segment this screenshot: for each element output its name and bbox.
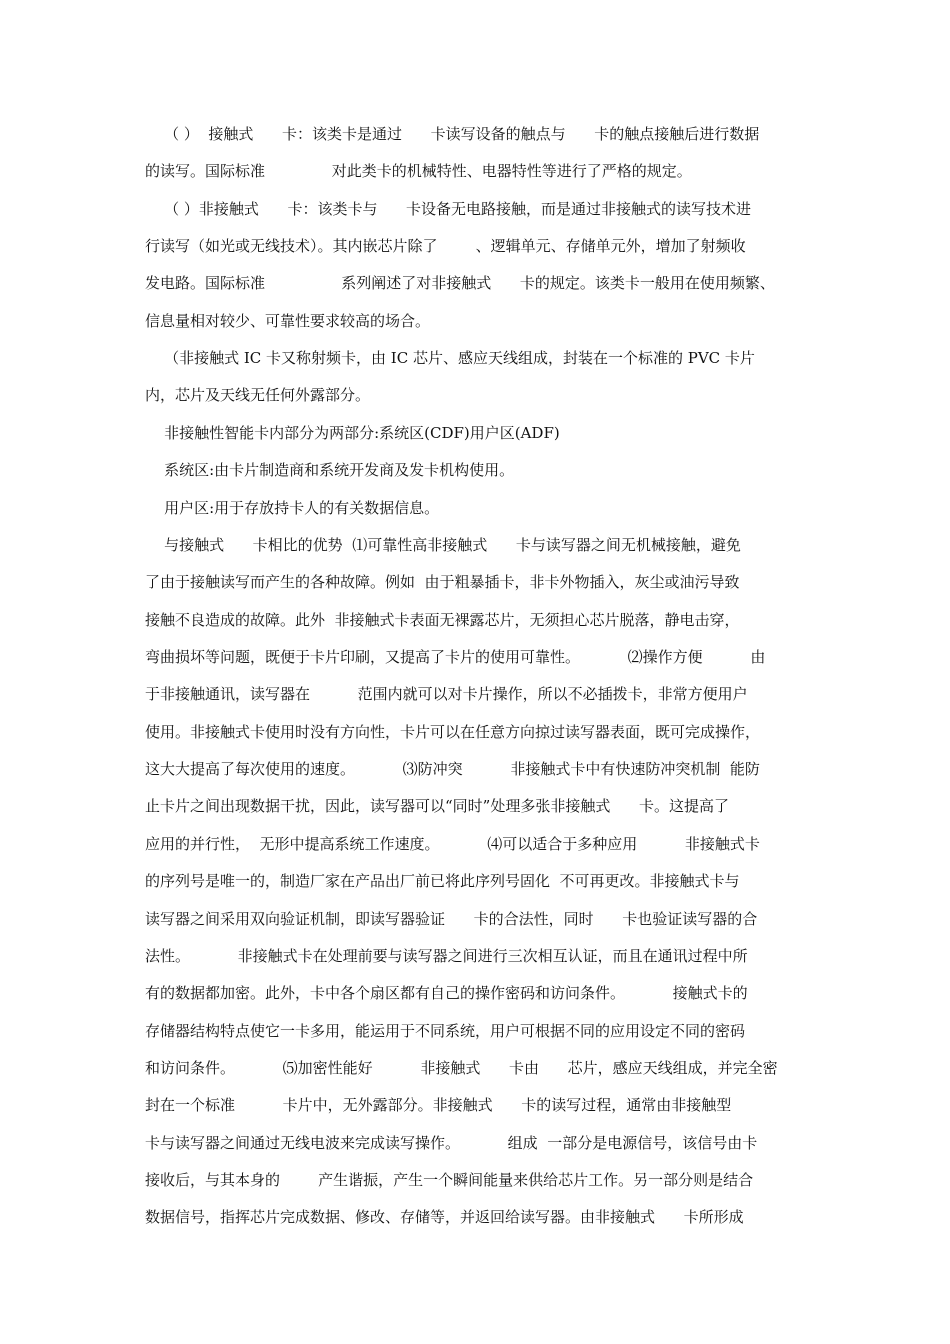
text-line: 用户区:用于存放持卡人的有关数据信息。 (145, 499, 440, 517)
text-line: 信息量相对较少、可靠性要求较高的场合。 (145, 312, 431, 330)
text-line: 非接触性智能卡内部分为两部分:系统区(CDF)用户区(ADF) (145, 424, 560, 442)
text-line: （非接触式 IC 卡又称射频卡，由 IC 芯片、感应天线组成，封装在一个标准的 PVC 卡片 (145, 349, 755, 367)
text-line: 于非接触通讯，读写器在 范围内就可以对卡片操作，所以不必插拨卡，非常方便用户 (145, 685, 748, 703)
text-line: 有的数据都加密。此外，卡中各个扇区都有自己的操作密码和访问条件。 接触式卡的 (145, 984, 748, 1002)
text-line: 止卡片之间出现数据干扰，因此，读写器可以“同时”处理多张非接触式 卡。这提高了 (145, 797, 729, 815)
text-line: 系统区:由卡片制造商和系统开发商及发卡机构使用。 (145, 461, 515, 479)
text-line: 应用的并行性， 无形中提高系统工作速度。 ⑷可以适合于多种应用 非接触式卡 (145, 835, 760, 853)
text-line: 这大大提高了每次使用的速度。 ⑶防冲突 非接触式卡中有快速防冲突机制 能防 (145, 760, 760, 778)
text-line: 弯曲损坏等问题，既便于卡片印刷，又提高了卡片的使用可靠性。 ⑵操作方便 由 (145, 648, 766, 666)
text-line: 读写器之间采用双向验证机制，即读写器验证 卡的合法性，同时 卡也验证读写器的合 (145, 910, 758, 928)
text-line: 接触不良造成的故障。此外 非接触式卡表面无裸露芯片，无须担心芯片脱落，静电击穿， (145, 611, 740, 629)
text-line: 与接触式 卡相比的优势 ⑴可靠性高非接触式 卡与读写器之间无机械接触，避免 (145, 536, 741, 554)
text-line: （ ） 接触式 卡：该类卡是通过 卡读写设备的触点与 卡的触点接触后进行数据 (145, 125, 760, 143)
text-line: 了由于接触读写而产生的各种故障。例如 由于粗暴插卡，非卡外物插入，灰尘或油污导致 (145, 573, 740, 591)
text-line: 法性。 非接触式卡在处理前要与读写器之间进行三次相互认证，而且在通讯过程中所 (145, 947, 748, 965)
text-line: 行读写（如光或无线技术）。其内嵌芯片除了 、逻辑单元、存储单元外，增加了射频收 (145, 237, 746, 255)
text-line: 发电路。国际标准 系列阐述了对非接触式 卡的规定。该类卡一般用在使用频繁、 (145, 274, 775, 292)
text-line: 的序列号是唯一的，制造厂家在产品出厂前已将此序列号固化 不可再更改。非接触式卡与 (145, 872, 740, 890)
text-line: 使用。非接触式卡使用时没有方向性，卡片可以在任意方向掠过读写器表面，既可完成操作， (145, 723, 761, 741)
text-line: 数据信号，指挥芯片完成数据、修改、存储等，并返回给读写器。由非接触式 卡所形成 (145, 1208, 744, 1226)
text-line: 的读写。国际标准 对此类卡的机械特性、电器特性等进行了严格的规定。 (145, 162, 692, 180)
text-line: （ ）非接触式 卡：该类卡与 卡设备无电路接触，而是通过非接触式的读写技术进 (145, 200, 752, 218)
text-line: 存储器结构特点使它一卡多用，能运用于不同系统，用户可根据不同的应用设定不同的密码 (145, 1022, 746, 1040)
text-line: 封在一个标准 卡片中，无外露部分。非接触式 卡的读写过程，通常由非接触型 (145, 1096, 732, 1114)
text-line: 内，芯片及天线无任何外露部分。 (145, 386, 371, 404)
text-line: 卡与读写器之间通过无线电波来完成读写操作。 组成 一部分是电源信号，该信号由卡 (145, 1134, 758, 1152)
text-line: 和访问条件。 ⑸加密性能好 非接触式 卡由 芯片，感应天线组成，并完全密 (145, 1059, 778, 1077)
text-line: 接收后，与其本身的 产生谐振，产生一个瞬间能量来供给芯片工作。另一部分则是结合 (145, 1171, 754, 1189)
